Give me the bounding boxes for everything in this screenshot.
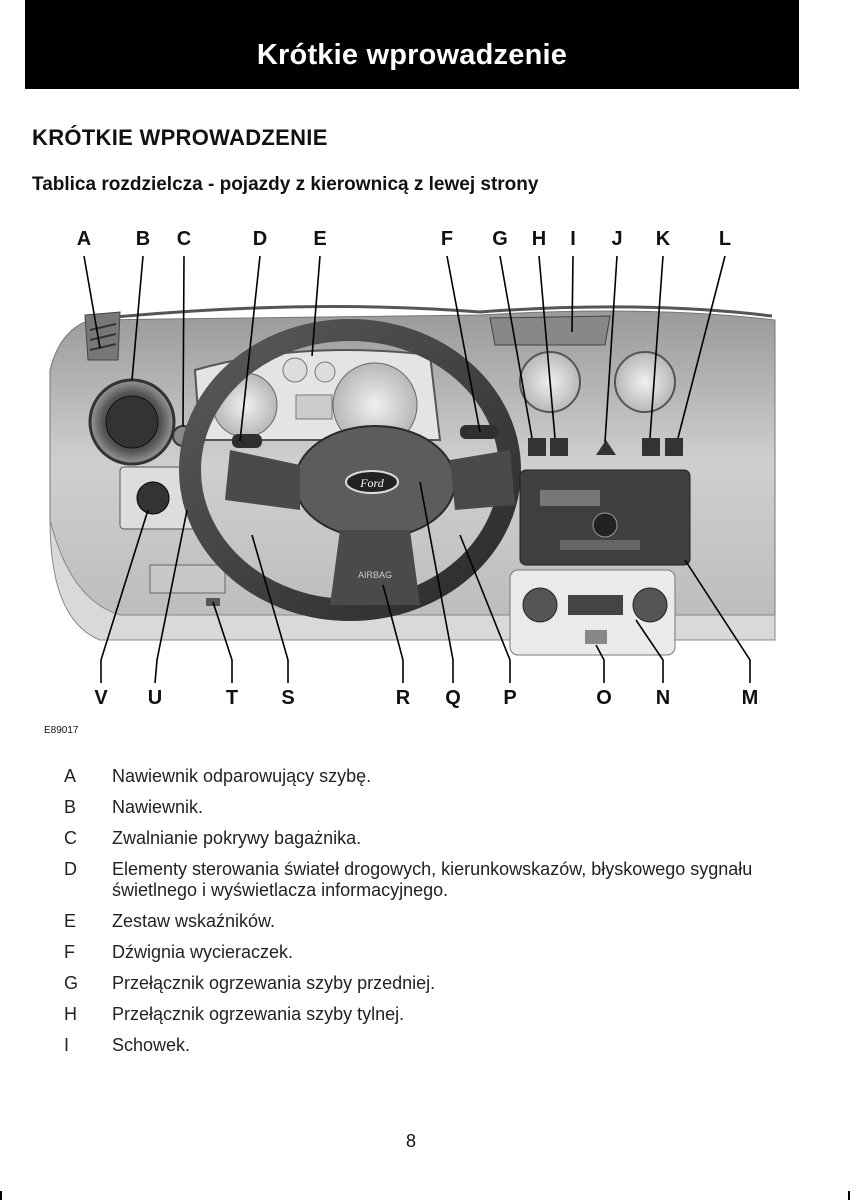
light-switch-knob	[137, 482, 169, 514]
legend-item	[0, 1035, 859, 1056]
legend-text: Dźwignia wycieraczek.	[112, 942, 294, 962]
front-screen-heat-switch	[528, 438, 546, 456]
callout-L: L	[718, 228, 732, 250]
callout-A: A	[76, 228, 92, 250]
callout-M: M	[741, 687, 759, 709]
climate-knob-right	[633, 588, 667, 622]
callout-R: R	[395, 687, 411, 709]
callout-S: S	[281, 687, 295, 709]
callout-V: V	[94, 687, 108, 709]
callout-P: P	[503, 687, 517, 709]
crop-mark-right	[848, 1191, 850, 1200]
info-display	[296, 395, 332, 419]
callout-I: I	[570, 228, 576, 250]
callout-J: J	[611, 228, 623, 250]
logo-text: Ford	[360, 476, 384, 490]
legend-item	[0, 766, 859, 787]
dashboard-illustration	[0, 220, 859, 720]
callout-F: F	[440, 228, 454, 250]
callout-G: G	[492, 228, 508, 250]
switch-k	[642, 438, 660, 456]
center-vent-right	[615, 352, 675, 412]
legend-text: Przełącznik ogrzewania szyby tylnej.	[112, 1004, 405, 1024]
subsection-title: Tablica rozdzielcza - pojazdy z kierownicą z lewej strony	[32, 174, 539, 195]
legend-item	[0, 911, 859, 932]
header-title: Krótkie wprowadzenie	[256, 39, 568, 71]
page-number: 8	[405, 1131, 416, 1151]
legend-key: A	[64, 766, 77, 786]
callout-O: O	[596, 687, 612, 709]
callout-T: T	[225, 687, 239, 709]
legend-text: Przełącznik ogrzewania szyby przedniej.	[112, 973, 436, 993]
legend-item	[0, 973, 859, 994]
legend-text: Elementy sterowania świateł drogowych, kierunkowskazów, błyskowego sygnału świetlnego i wyświetlacza informacyjnego.	[112, 859, 753, 900]
lower-left-panel	[150, 565, 225, 593]
legend-text: Nawiewnik.	[112, 797, 204, 817]
legend-key: D	[64, 859, 77, 879]
callout-D: D	[252, 228, 268, 250]
legend-item	[0, 942, 859, 963]
airbag-text: AIRBAG	[357, 570, 393, 580]
section-title: KRÓTKIE WPROWADZENIE	[32, 125, 328, 150]
callout-U: U	[147, 687, 163, 709]
callout-Q: Q	[445, 687, 461, 709]
header-bar	[25, 0, 799, 89]
legend-item	[0, 859, 859, 901]
legend-text: Schowek.	[112, 1035, 191, 1055]
callout-C: C	[176, 228, 192, 250]
switch-l	[665, 438, 683, 456]
dashboard-figure	[0, 220, 859, 720]
figure-id: E89017	[44, 725, 79, 736]
rear-screen-heat-switch	[550, 438, 568, 456]
defrost-vent	[85, 312, 120, 360]
storage-compartment	[490, 316, 610, 345]
legend-key: B	[64, 797, 77, 817]
indicator-stalk	[232, 434, 262, 448]
callout-B: B	[135, 228, 151, 250]
legend-key: G	[64, 973, 79, 993]
legend-item	[0, 1004, 859, 1025]
legend-item	[0, 797, 859, 818]
callout-H: H	[531, 228, 547, 250]
callout-N: N	[655, 687, 671, 709]
crop-mark-left	[0, 1191, 2, 1200]
legend-key: C	[64, 828, 77, 848]
climate-knob-left	[523, 588, 557, 622]
legend-text: Zwalnianie pokrywy bagażnika.	[112, 828, 362, 848]
legend-key: E	[64, 911, 77, 931]
legend-text: Zestaw wskaźników.	[112, 911, 276, 931]
legend-list	[0, 766, 859, 1066]
legend-item	[0, 828, 859, 849]
callout-E: E	[313, 228, 327, 250]
legend-key: H	[64, 1004, 77, 1024]
climate-switch	[585, 630, 607, 644]
legend-text: Nawiewnik odparowujący szybę.	[112, 766, 372, 786]
callout-K: K	[655, 228, 671, 250]
legend-key: I	[64, 1035, 70, 1055]
legend-key: F	[64, 942, 75, 962]
